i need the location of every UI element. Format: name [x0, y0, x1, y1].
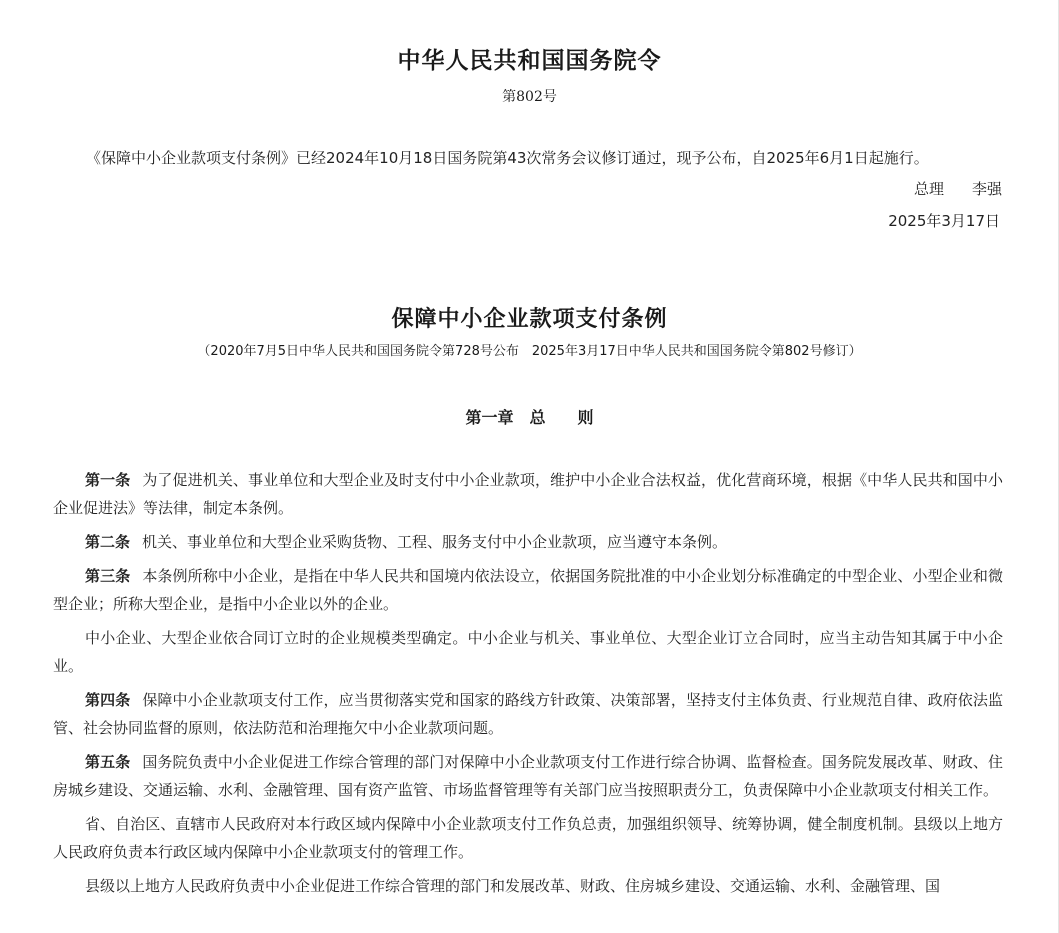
chapter-heading: 第一章 总 则	[465, 408, 594, 427]
article-text: 保障中小企业款项支付工作，应当贯彻落实党和国家的路线方针政策、决策部署，坚持支付主体负责、行业规范自律、政府依法监管、社会协同监督的原则，依法防范和治理拖欠中小企业款项问题。	[53, 691, 1003, 737]
article-paragraph	[53, 562, 1003, 618]
article-text: 机关、事业单位和大型企业采购货物、工程、服务支付中小企业款项，应当遵守本条例。	[142, 533, 728, 551]
signature-line	[914, 179, 1002, 199]
article-label: 第三条	[85, 567, 131, 585]
article-paragraph	[53, 624, 1003, 680]
article-text: 县级以上地方人民政府负责中小企业促进工作综合管理的部门和发展改革、财政、住房城乡建设、交通运输、水利、金融管理、国	[85, 877, 941, 895]
article-paragraph	[53, 748, 1003, 804]
order-title: 中华人民共和国国务院令	[397, 47, 662, 74]
article-label: 第四条	[85, 691, 131, 709]
article-paragraph	[53, 528, 1003, 556]
article-text: 中小企业、大型企业依合同订立时的企业规模类型确定。中小企业与机关、事业单位、大型企业订立合同时，应当主动告知其属于中小企业。	[53, 629, 1003, 675]
article-paragraph	[53, 810, 1003, 866]
announcement-text: 《保障中小企业款项支付条例》已经2024年10月18日国务院第43次常务会议修订通过，现予公布，自2025年6月1日起施行。	[86, 149, 929, 167]
article-text: 为了促进机关、事业单位和大型企业及时支付中小企业款项，维护中小企业合法权益，优化营商环境，根据《中华人民共和国中小企业促进法》等法律，制定本条例。	[53, 471, 1003, 517]
article-paragraph	[53, 686, 1003, 742]
article-paragraph	[53, 466, 1003, 522]
regulation-body	[53, 466, 1003, 906]
order-number: 第802号	[502, 89, 557, 105]
article-paragraph	[53, 872, 1003, 900]
article-label: 第二条	[85, 533, 131, 551]
article-text: 本条例所称中小企业，是指在中华人民共和国境内依法设立，依据国务院批准的中小企业划分标准确定的中型企业、小型企业和微型企业；所称大型企业，是指中小企业以外的企业。	[53, 567, 1003, 613]
article-label: 第五条	[85, 753, 131, 771]
sign-date: 2025年3月17日	[888, 212, 1000, 230]
regulation-title: 保障中小企业款项支付条例	[391, 306, 668, 332]
article-label: 第一条	[85, 471, 131, 489]
signer-title: 总理	[913, 180, 944, 198]
article-text: 国务院负责中小企业促进工作综合管理的部门对保障中小企业款项支付工作进行综合协调、监督检查。国务院发展改革、财政、住房城乡建设、交通运输、水利、金融管理、国有资产监管、市场监督管理等有关部门应当按照职责分工，负责保障中小企业款项支付相关工作。	[53, 753, 1003, 799]
signer-name: 李强	[971, 180, 1002, 198]
article-text: 省、自治区、直辖市人民政府对本行政区域内保障中小企业款项支付工作负总责，加强组织领导、统筹协调，健全制度机制。县级以上地方人民政府负责本行政区域内保障中小企业款项支付的管理工作。	[53, 815, 1003, 861]
regulation-note: （2020年7月5日中华人民共和国国务院令第728号公布 2025年3月17日中华人民共和国国务院令第802号修订）	[197, 344, 862, 359]
